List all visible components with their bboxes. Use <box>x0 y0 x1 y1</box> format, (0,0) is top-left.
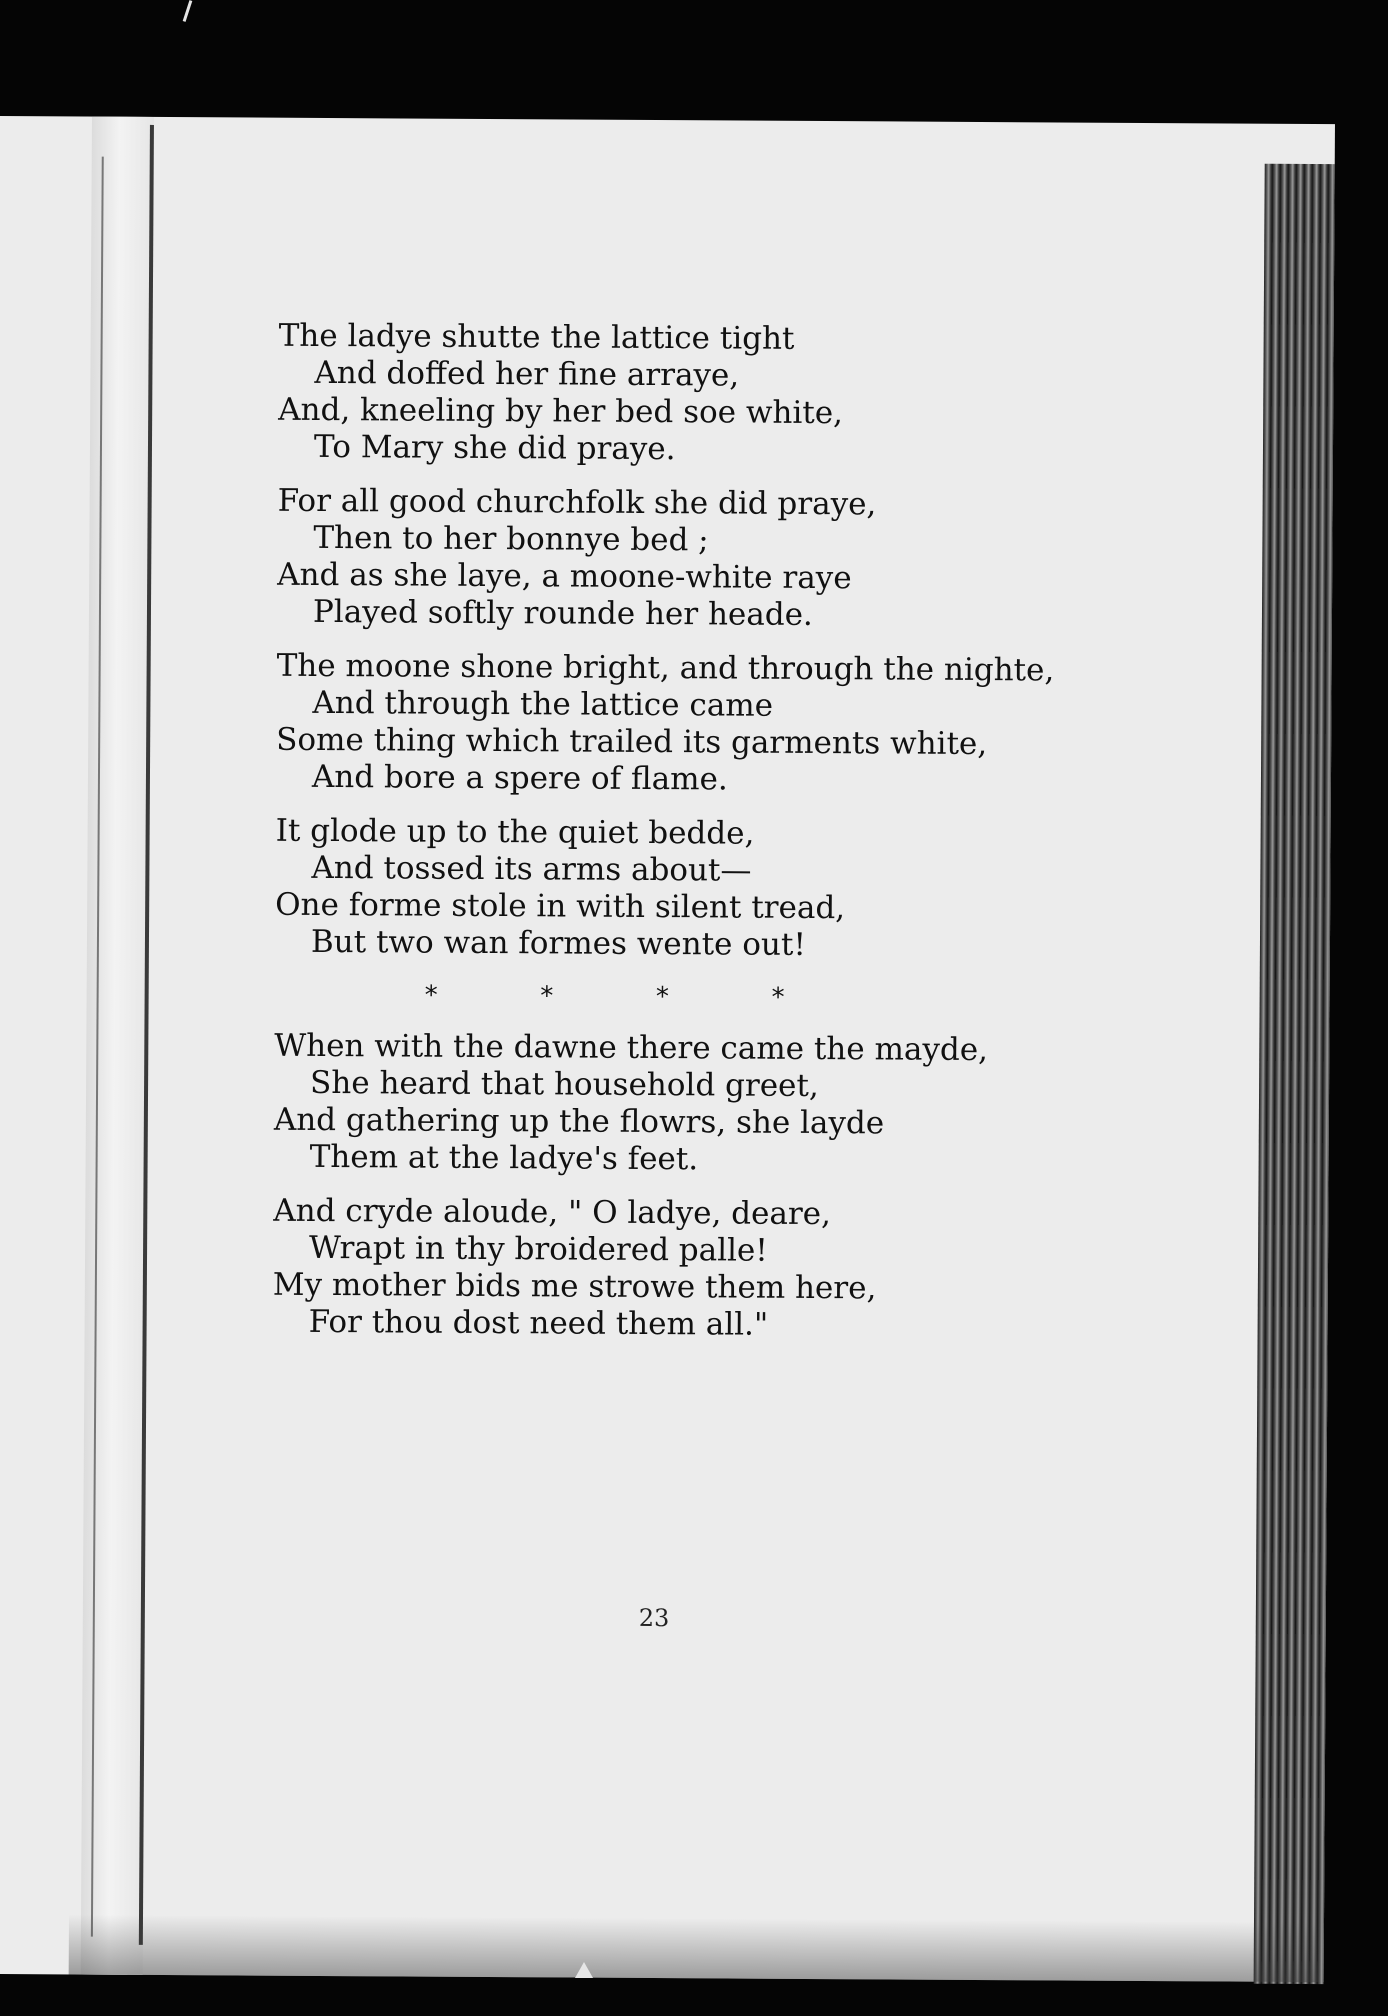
stanza <box>273 1193 1074 1346</box>
bottom-page-shadow <box>69 1914 1319 1982</box>
poem-line: The moone shone bright, and through the nighte, <box>276 647 1055 689</box>
poem-line: And as she laye, a moone-white raye <box>277 556 852 597</box>
poem-line: And cryde aloude, " O ladye, deare, <box>273 1192 832 1233</box>
poem-line: To Mary she did praye. <box>313 428 676 468</box>
poem-line: The ladye shutte the lattice tight <box>278 317 795 357</box>
poem-line: My mother bids me strowe them here, <box>272 1266 877 1307</box>
asterisk: * <box>540 981 554 1012</box>
poem-line: Then to her bonnye bed ; <box>313 519 709 559</box>
page-number: 23 <box>638 1603 670 1633</box>
poem-line: And, kneeling by her bed soe white, <box>278 391 844 432</box>
poem-line: And gathering up the flowrs, she layde <box>273 1101 885 1142</box>
poem-line: For thou dost need them all." <box>308 1303 769 1343</box>
asterisk: * <box>424 980 438 1011</box>
poem-line: But two wan formes wente out! <box>310 923 806 963</box>
poem-line: One forme stole in with silent tread, <box>275 886 846 927</box>
poem-line: And bore a spere of flame. <box>311 758 728 798</box>
poem-line: And through the lattice came <box>312 684 774 724</box>
poem-line: And doffed her fine arraye, <box>314 354 740 394</box>
stanza <box>275 813 1076 966</box>
stanza <box>274 1028 1075 1181</box>
stanza <box>276 648 1077 801</box>
poem-line: She heard that household greet, <box>309 1064 819 1105</box>
section-break-asterisms <box>425 979 785 1015</box>
poem-line: For all good churchfolk she did praye, <box>277 482 877 523</box>
asterisk: * <box>771 982 785 1013</box>
poem-line: Played softly rounde her heade. <box>312 593 813 633</box>
stanza <box>278 318 1079 471</box>
book-page <box>0 116 1335 1982</box>
stanza <box>277 483 1078 636</box>
poem-line: When with the dawne there came the mayde, <box>274 1027 989 1069</box>
asterisk: * <box>655 982 670 1013</box>
poem-line: Them at the ladye's feet. <box>309 1138 699 1178</box>
poem-line: Wrapt in thy broidered palle! <box>308 1229 768 1269</box>
ink-mark <box>183 0 193 22</box>
poem-line: It glode up to the quiet bedde, <box>275 812 755 852</box>
poem-line: And tossed its arms about— <box>311 849 752 889</box>
poem-line: Some thing which trailed its garments white, <box>276 721 988 763</box>
page-fore-edge <box>1254 164 1335 1984</box>
poem-text <box>272 318 1078 1363</box>
